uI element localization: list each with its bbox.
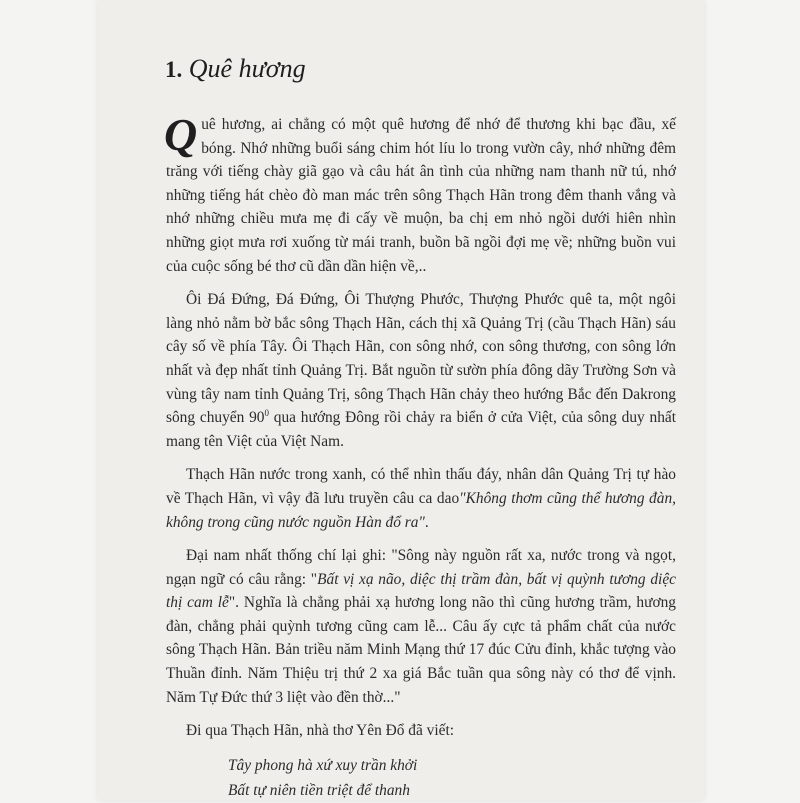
verse-line-1: Tây phong hà xứ xuy trần khởi — [228, 756, 418, 774]
proverb-quote: Bất vị xạ não, diệc thị trầm đàn, bất vị quỳnh tương diệc thị cam lễ — [166, 570, 676, 612]
paragraph-4 — [166, 544, 676, 709]
section-title: Quê hương — [188, 54, 306, 83]
paragraph-3 — [166, 463, 676, 534]
verse-line-2: Bất tự niên tiền triệt để thanh — [228, 781, 410, 799]
paragraph-2-text-b: qua hướng Đông rồi chảy ra biển ở cửa Việt, của sông duy nhất mang tên Việt của Việt Nam. — [166, 409, 676, 450]
drop-cap: Q — [164, 109, 198, 160]
section-number: 1. — [165, 57, 183, 82]
folk-verse-quote: "Không thơm cũng thể hương đàn, không trong cũng nước nguồn Hàn đổ ra" — [166, 489, 676, 531]
paragraph-1-text: uê hương, ai chẳng có một quê hương để nhớ để thương khi bạc đầu, xế bóng. Nhớ những buổi sáng chim hót líu lo trong vườn cây, nhớ những đêm trăng với tiếng chày giã gạo và câu hát ân tình của những nam thanh nữ tú, nhớ những tiếng hát chèo đò man mác trên sông Thạch Hãn trong đêm thanh vắng và nhớ những chiều mưa mẹ đi cấy về muộn, ba chị em nhỏ ngồi dưới hiên nhìn những giọt mưa rơi xuống từ mái tranh, buồn bã ngồi đợi mẹ về; những buồn vui của cuộc sống bé thơ cũ dần dần hiện về,.. — [166, 116, 676, 275]
paragraph-3-end: . — [424, 513, 429, 531]
page-content — [166, 52, 676, 803]
paragraph-3-text: Thạch Hãn nước trong xanh, có thể nhìn thấu đáy, nhân dân Quảng Trị tự hào về Thạch Hãn, vì vậy đã lưu truyền câu ca dao — [166, 466, 676, 507]
paragraph-4-text-b: ". Nghĩa là chẳng phải xạ hương long não thì cũng hương trầm, hương đàn, chẳng phải quỳnh tương cũng cam lễ... Câu ấy cực tả phẩm chất của nước sông Thạch Hãn. Bản triều năm Minh Mạng thứ 17 đúc Cửu đỉnh, khắc tượng vào Thuần đỉnh. Năm Thiệu trị thứ 2 xa giá Bắc tuần qua sông này có thơ để vịnh. Năm Tự Đức thứ 3 liệt vào đền thờ..." — [166, 594, 677, 706]
section-heading — [165, 52, 676, 87]
paragraph-5-text: Đi qua Thạch Hãn, nhà thơ Yên Đổ đã viết: — [186, 722, 454, 740]
paragraph-2-text-a: Ôi Đá Đứng, Đá Đứng, Ôi Thượng Phước, Thượng Phước quê ta, một ngôi làng nhỏ nằm bờ bắc sông Thạch Hãn, cách thị xã Quảng Trị (cầu Thạch Hãn) sáu cây số về phía Tây. Ôi Thạch Hãn, con sông nhớ, con sông thương, con sông lớn nhất và đẹp nhất tỉnh Quảng Trị. Bắt nguồn từ sườn phía đông dãy Trường Sơn và vùng tây nam tỉnh Quảng Trị, sông Thạch Hãn chảy theo hướng Bắc đến Dakrong sông chuyển 90 — [166, 291, 676, 427]
paragraph-2 — [166, 288, 676, 453]
book-page — [98, 0, 704, 800]
paragraph-1 — [164, 109, 676, 278]
paragraph-4-text-a: Đại nam nhất thống chí lại ghi: "Sông này nguồn rất xa, nước trong và ngọt, ngạn ngữ có câu rằng: " — [166, 547, 676, 588]
degree-superscript: 0 — [264, 408, 269, 418]
poem-verse — [228, 753, 676, 803]
paragraph-5 — [166, 719, 676, 743]
